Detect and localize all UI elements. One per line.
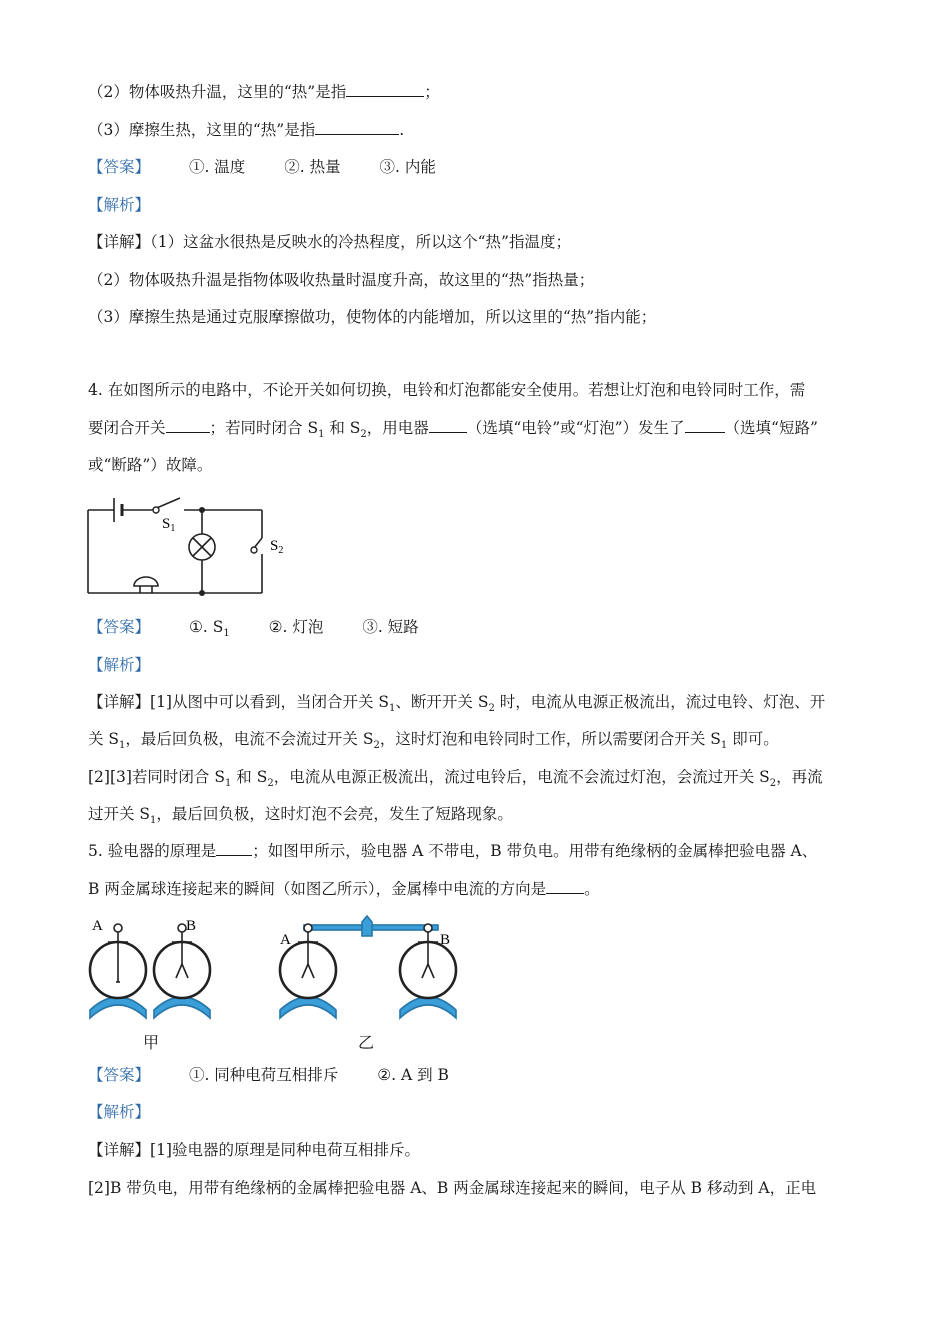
q5-answer: 【答案】 ①. 同种电荷互相排斥 ②. A 到 B	[88, 1066, 449, 1084]
junction-dot	[199, 590, 205, 596]
answer-tag: 【答案】	[88, 618, 151, 636]
q4-stem-2: 要闭合开关 ；若同时闭合 $S_1$ 和 $S_2$，用电器 （选填“电铃”或“灯泡”）发生了 （选填“短路”	[88, 419, 818, 441]
q4-answer: 【答案】 ①. $S_1$ ②. 灯泡 ③. 短路	[88, 618, 419, 640]
label-a: A	[280, 932, 291, 948]
q5-detail-2: [2]B 带负电，用带有绝缘柄的金属棒把验电器 A、B 两金属球连接起来的瞬间，电子从 B 移动到 A，正电	[88, 1179, 817, 1197]
label-b: B	[440, 932, 451, 948]
label-b: B	[186, 918, 197, 934]
electroscope-b	[154, 932, 210, 1018]
caption-jia: 甲	[143, 1033, 160, 1052]
switch-contact	[153, 507, 159, 513]
q4-analysis-tag: 【解析】	[88, 656, 151, 674]
q3-part3: （3）摩擦生热，这里的“热”是指 .	[88, 121, 405, 139]
answer-blank	[346, 82, 424, 97]
electroscope-ball	[114, 924, 122, 932]
label-s2: $S_2$	[270, 538, 284, 556]
circuit-diagram	[80, 490, 300, 600]
electroscope-ball	[304, 924, 312, 932]
q4-stem-1: 4. 在如图所示的电路中，不论开关如何切换，电铃和灯泡都能安全使用。若想让灯泡和电铃同时工作，需	[88, 381, 806, 399]
electroscope-base	[280, 997, 336, 1018]
answer-blank	[429, 418, 467, 433]
electroscope-base	[90, 997, 146, 1018]
label-a: A	[92, 918, 103, 934]
caption-yi: 乙	[358, 1033, 375, 1052]
answer-blank	[546, 879, 584, 894]
junction-dot	[199, 507, 205, 513]
label-s1: $S_1$	[162, 516, 176, 534]
electroscope-ball	[178, 924, 186, 932]
q5-stem-2: B 两金属球连接起来的瞬间（如图乙所示），金属棒中电流的方向是 。	[88, 880, 600, 898]
answer-tag: 【答案】	[88, 1066, 151, 1084]
answer-blank	[216, 841, 252, 856]
answer-blank	[685, 418, 725, 433]
answer-tag: 【答案】	[88, 158, 151, 176]
q3-analysis-tag: 【解析】	[88, 196, 151, 214]
q3-answer: 【答案】 ①. 温度 ②. 热量 ③. 内能	[88, 158, 436, 176]
q3-detail-3: （3）摩擦生热是通过克服摩擦做功，使物体的内能增加，所以这里的“热”指内能；	[88, 308, 657, 326]
q5-detail-1: 【详解】[1]验电器的原理是同种电荷互相排斥。	[88, 1141, 420, 1159]
electroscope-figure	[84, 912, 484, 1022]
insulating-handle	[362, 916, 372, 936]
q4-detail-1: 【详解】[1]从图中可以看到，当闭合开关 $S_1$、断开开关 $S_2$ 时，电流从电源正极流出，流过电铃、灯泡、开	[88, 693, 826, 715]
answer-blank	[166, 418, 210, 433]
q4-detail-2: 关 $S_1$，最后回负极，电流不会流过开关 $S_2$，这时灯泡和电铃同时工作，所以需要闭合开关 $S_1$ 即可。	[88, 730, 779, 752]
q3-detail-2: （2）物体吸热升温是指物体吸收热量时温度升高，故这里的“热”指热量；	[88, 271, 595, 289]
electroscope-base	[400, 997, 456, 1018]
q3-detail-1: 【详解】（1）这盆水很热是反映水的冷热程度，所以这个“热”指温度；	[88, 233, 571, 251]
electroscope-ball	[424, 924, 432, 932]
electroscope-a	[90, 932, 146, 1018]
q4-detail-3: [2][3]若同时闭合 $S_1$ 和 $S_2$，电流从电源正极流出，流过电铃后，电流不会流过灯泡，会流过开关 $S_2$，再流	[88, 768, 823, 790]
q4-detail-4: 过开关 $S_1$，最后回负极，这时灯泡不会亮，发生了短路现象。	[88, 805, 513, 827]
bell-icon	[134, 577, 158, 586]
answer-blank	[315, 120, 399, 135]
switch-contact	[251, 547, 257, 553]
q5-stem-1: 5. 验电器的原理是 ；如图甲所示，验电器 A 不带电，B 带负电。用带有绝缘柄的金属棒把验电器 A、	[88, 842, 818, 860]
q3-part2: （2）物体吸热升温，这里的“热”是指 ；	[88, 83, 440, 101]
q5-analysis-tag: 【解析】	[88, 1103, 151, 1121]
q4-stem-3: 或“断路”）故障。	[88, 456, 213, 474]
electroscope-base	[154, 997, 210, 1018]
